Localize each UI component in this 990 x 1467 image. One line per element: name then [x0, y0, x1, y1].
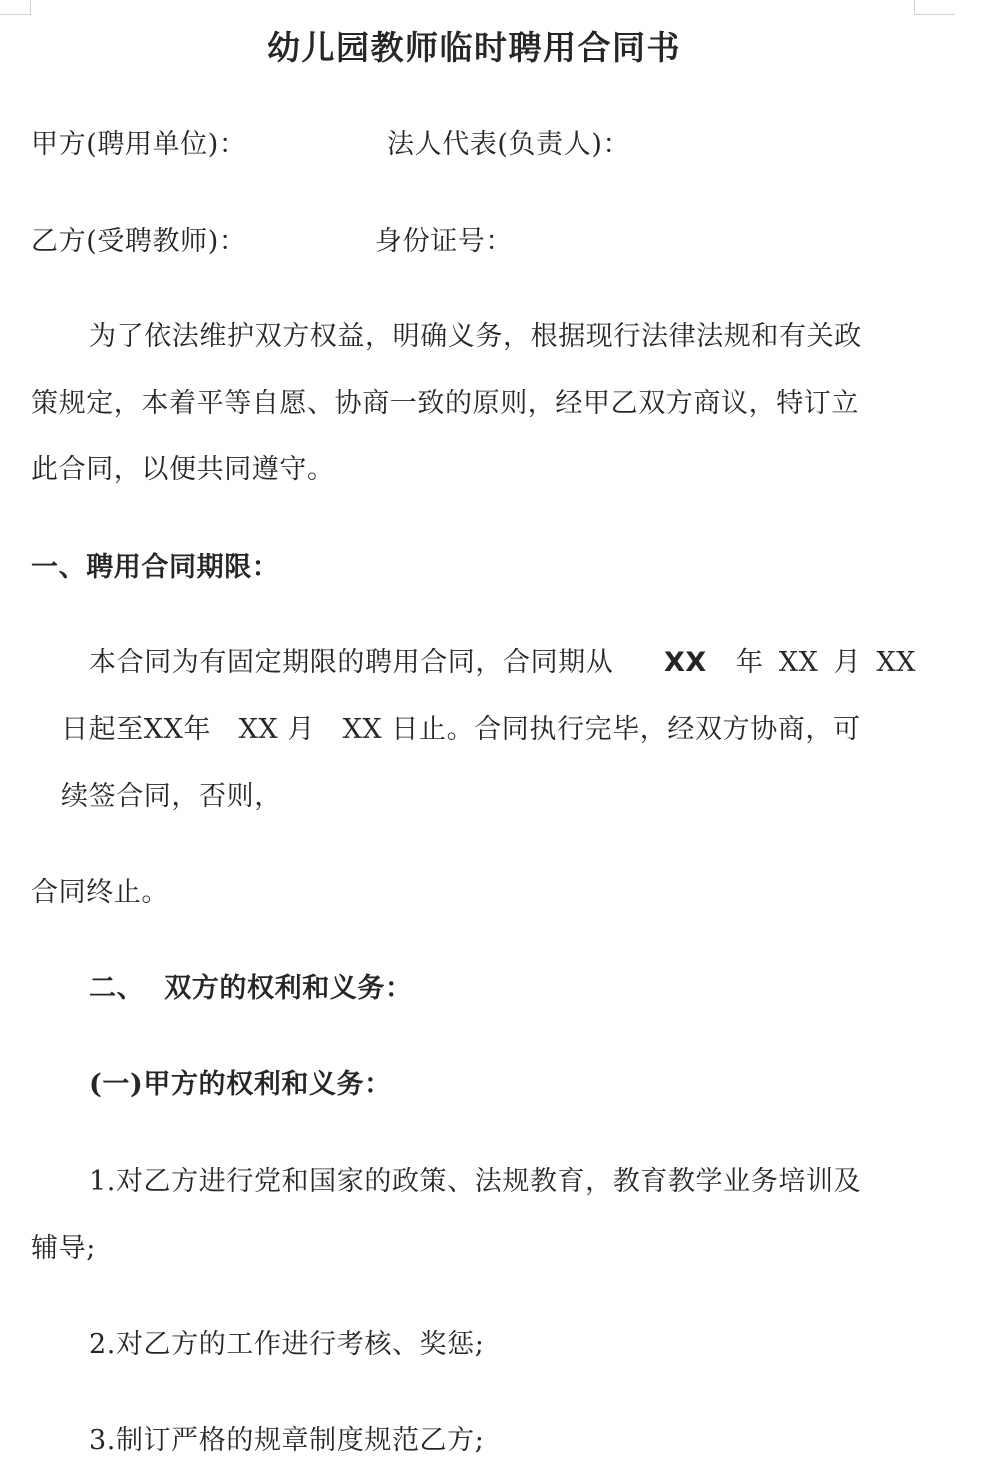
party-b-label: 乙方(受聘教师)： — [31, 226, 247, 257]
section-2-item-1-line-2: 辅导; — [31, 1233, 96, 1264]
preamble-line-2: 策规定，本着平等自愿、协商一致的原则，经甲乙双方商议，特订立 — [31, 388, 859, 419]
party-a-label: 甲方(聘用单位)： — [31, 129, 247, 160]
section-2-item-3: 3.制订严格的规章制度规范乙方; — [89, 1425, 485, 1456]
id-number-label: 身份证号： — [375, 226, 513, 257]
section-2-subheading: (一)甲方的权利和义务： — [89, 1069, 392, 1100]
crop-mark-top-right — [914, 0, 955, 15]
section-2-item-1-line-1: 1.对乙方进行党和国家的政策、法规教育，教育教学业务培训及 — [89, 1166, 862, 1197]
section-1-line-3: 续签合同，否则， — [61, 781, 282, 812]
section-1-start-year: XX — [664, 647, 707, 678]
document-title: 幼儿园教师临时聘用合同书 — [267, 28, 681, 67]
section-1-heading: 一、聘用合同期限： — [31, 552, 280, 583]
preamble-line-3: 此合同，以便共同遵守。 — [31, 454, 335, 485]
section-1-line-4: 合同终止。 — [31, 877, 169, 908]
section-1-line-1: 本合同为有固定期限的聘用合同，合同期从 — [89, 647, 614, 678]
preamble-line-1: 为了依法维护双方权益，明确义务，根据现行法律法规和有关政 — [89, 321, 862, 352]
section-2-heading: 二、 双方的权利和义务： — [89, 973, 413, 1004]
section-1-line-2: 日起至XX年 XX 月 XX 日止。合同执行完毕，经双方协商，可 — [61, 714, 861, 745]
legal-rep-label: 法人代表(负责人)： — [387, 129, 631, 160]
section-2-item-2: 2.对乙方的工作进行考核、奖惩; — [89, 1329, 485, 1360]
section-1-start-month-day: 年 XX 月 XX — [736, 647, 917, 678]
crop-mark-top-left — [0, 0, 31, 15]
